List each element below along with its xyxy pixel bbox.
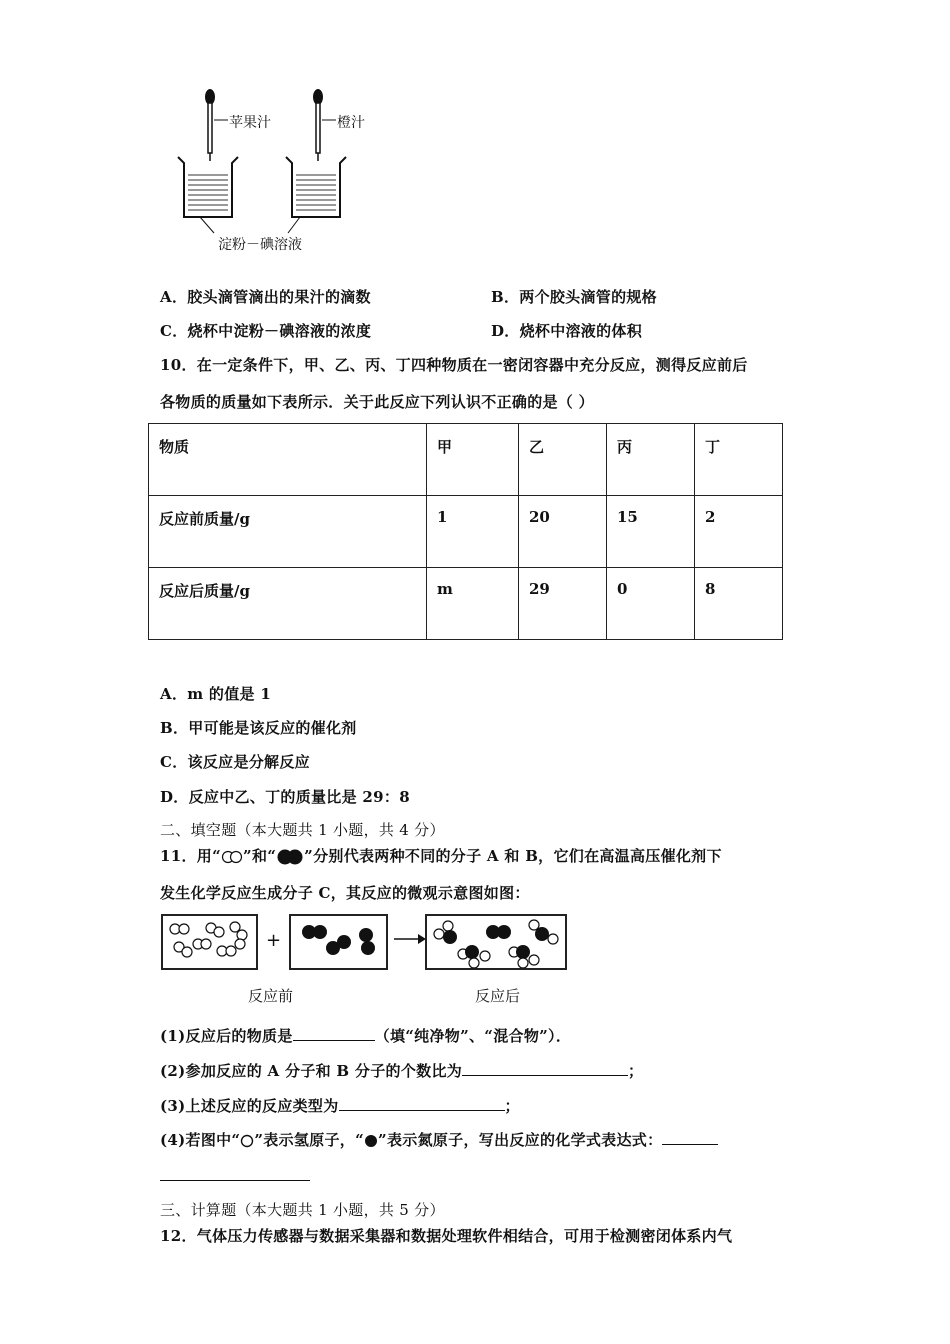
q11-sub4-text: ”表示氮原子，写出反应的化学式表达式：	[378, 1131, 663, 1149]
q11-text: 11．用“	[160, 847, 222, 865]
q9-option-d: D．烧杯中溶液的体积	[491, 322, 643, 340]
caption-before: 反应前	[248, 987, 294, 1005]
q9-option-b: B．两个胶头滴管的规格	[491, 288, 657, 306]
q11-text: ”和“	[243, 847, 277, 865]
svg-text:+: +	[266, 930, 282, 951]
q9-option-a: A．胶头滴管滴出的果汁的滴数	[160, 288, 371, 306]
q11-sub3-text: (3)上述反应的反应类型为	[160, 1097, 339, 1115]
q11-text: ”分别代表两种不同的分子 A 和 B，它们在高温高压催化剂下	[304, 847, 722, 865]
table-cell: 8	[695, 568, 783, 640]
right-dropper	[313, 89, 336, 161]
q9-option-c: C．烧杯中淀粉－碘溶液的浓度	[160, 322, 372, 340]
table-row	[149, 568, 783, 640]
table-cell: 1	[427, 496, 519, 568]
q12-stem-line1: 12．气体压力传感器与数据采集器和数据处理软件相结合，可用于检测密闭体系内气	[160, 1227, 733, 1245]
q10-stem-line2: 各物质的质量如下表所示．关于此反应下列认识不正确的是（ ）	[160, 393, 594, 411]
answer-blank-4b[interactable]	[160, 1180, 310, 1181]
q11-sub3	[160, 1095, 520, 1116]
table-cell: 0	[607, 568, 695, 640]
table-cell: 物质	[149, 424, 427, 496]
caption-after: 反应后	[475, 987, 521, 1005]
left-dropper	[205, 89, 228, 161]
table-cell: 甲	[427, 424, 519, 496]
table-header-row	[149, 424, 783, 496]
label-apple-juice: 苹果汁	[229, 115, 271, 131]
q11-sub1-text: (1)反应后的物质是	[160, 1027, 293, 1045]
q11-sub1	[160, 1025, 571, 1046]
q11-sub2	[160, 1060, 643, 1081]
mass-table	[148, 423, 783, 640]
q11-sub3-text: ；	[504, 1097, 520, 1115]
answer-blank-2[interactable]	[462, 1061, 628, 1076]
right-beaker	[286, 157, 346, 233]
section2-heading: 二、填空题（本大题共 1 小题，共 4 分）	[160, 821, 445, 839]
q10-option-d: D．反应中乙、丁的质量比是 29：8	[160, 788, 410, 806]
table-cell: 2	[695, 496, 783, 568]
table-row	[149, 496, 783, 568]
answer-blank-1[interactable]	[293, 1026, 375, 1041]
table-cell: 乙	[519, 424, 607, 496]
table-cell: 15	[607, 496, 695, 568]
answer-blank-3[interactable]	[339, 1096, 505, 1111]
label-starch-iodine: 淀粉－碘溶液	[218, 237, 302, 253]
q11-stem-line2: 发生化学反应生成分子 C，其反应的微观示意图如图：	[160, 884, 530, 902]
nitrogen-atom-icon	[364, 1134, 378, 1148]
q11-sub2-text: (2)参加反应的 A 分子和 B 分子的个数比为	[160, 1062, 463, 1080]
black-molecule-icon	[276, 849, 304, 865]
q11-sub4-text: ”表示氢原子，“	[254, 1131, 365, 1149]
q10-option-b: B．甲可能是该反应的催化剂	[160, 719, 357, 737]
reaction-diagram	[160, 912, 570, 974]
left-beaker	[178, 157, 238, 233]
table-cell: 反应前质量/g	[149, 496, 427, 568]
table-cell: 29	[519, 568, 607, 640]
q11-sub4	[160, 1129, 718, 1150]
q11-sub4-text: (4)若图中“	[160, 1131, 241, 1149]
q10-option-a: A．m 的值是 1	[160, 685, 272, 703]
hydrogen-atom-icon	[240, 1134, 254, 1148]
answer-blank-4a[interactable]	[662, 1130, 718, 1145]
table-cell: 丙	[607, 424, 695, 496]
section3-heading: 三、计算题（本大题共 1 小题，共 5 分）	[160, 1201, 445, 1219]
q11-sub2-text: ；	[628, 1062, 644, 1080]
table-cell: 丁	[695, 424, 783, 496]
table-cell: 20	[519, 496, 607, 568]
table-cell: 反应后质量/g	[149, 568, 427, 640]
label-orange-juice: 橙汁	[337, 115, 365, 131]
q10-stem-line1: 10．在一定条件下，甲、乙、丙、丁四种物质在一密闭容器中充分反应，测得反应前后	[160, 356, 748, 374]
q11-stem-line1	[160, 845, 722, 866]
table-cell: m	[427, 568, 519, 640]
q11-sub1-text: （填“纯净物”、“混合物”）．	[374, 1027, 572, 1045]
q10-option-c: C．该反应是分解反应	[160, 753, 310, 771]
white-molecule-icon	[221, 850, 243, 864]
